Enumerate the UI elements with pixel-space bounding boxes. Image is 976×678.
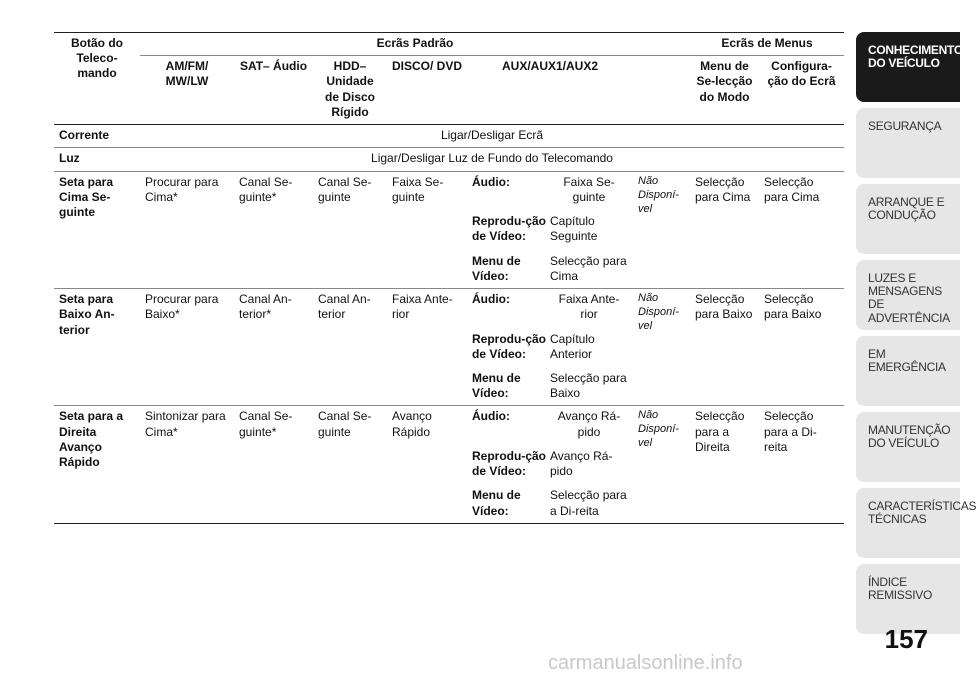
chapter-tabs — [856, 32, 976, 640]
cell-aux — [467, 406, 633, 523]
cell-config: Selecção para Cima — [759, 171, 844, 288]
tab-em-emergencia[interactable]: EM EMERGÊNCIA — [856, 336, 960, 406]
row-label: Corrente — [54, 125, 140, 148]
row-value: Ligar/Desligar Luz de Fundo do Telecomando — [140, 148, 844, 171]
cell-disc: Avanço Rápido — [387, 406, 467, 523]
group-header-standard: Ecrãs Padrão — [140, 33, 690, 56]
tab-indice-remissivo[interactable]: ÍNDICE REMISSIVO — [856, 564, 960, 634]
aux-video — [472, 449, 628, 479]
cell-hdd: Canal Se-guinte — [313, 171, 387, 288]
cell-menu: Selecção para Cima — [690, 171, 759, 288]
sub-key: Menu de Vídeo: — [472, 488, 521, 518]
group-header-menus: Ecrãs de Menus — [690, 33, 844, 56]
cell-config: Selecção para Baixo — [759, 289, 844, 406]
cell-am: Procurar para Baixo* — [140, 289, 234, 406]
tab-caracteristicas-tecnicas[interactable]: CARACTERÍSTICAS TÉCNICAS — [856, 488, 960, 558]
sub-value: Selecção para Baixo — [550, 370, 627, 401]
sub-value: Avanço Rá-pido — [550, 448, 613, 479]
cell-hdd: Canal An-terior — [313, 289, 387, 406]
table-row — [54, 406, 844, 523]
aux-video — [472, 332, 628, 362]
col-header-am: AM/FM/ MW/LW — [165, 59, 209, 89]
watermark: carmanualsonline.info — [548, 652, 743, 674]
cell-disc: Faixa Ante-rior — [387, 289, 467, 406]
cell-hdd: Canal Se-guinte — [313, 406, 387, 523]
sub-key: Áudio: — [472, 174, 510, 189]
remote-controls-table — [54, 32, 844, 524]
cell-not-available: Não Disponí-vel — [633, 406, 690, 523]
col-header-menu: Menu de Se-lecção do Modo — [696, 59, 753, 104]
sub-value: Faixa Se-guinte — [563, 174, 615, 204]
cell-am: Procurar para Cima* — [140, 171, 234, 288]
sub-key: Menu de Vídeo: — [472, 253, 521, 283]
col-header-config: Configura-ção do Ecrã — [767, 59, 836, 89]
controls-table-area — [54, 32, 844, 524]
col-header-aux: AUX/AUX1/AUX2 — [501, 59, 599, 74]
aux-menu — [472, 488, 628, 518]
page-number: 157 — [884, 624, 928, 654]
tab-luzes-e-mensagens[interactable]: LUZES E MENSAGENS DE ADVERTÊNCIA — [856, 260, 960, 330]
sub-key: Áudio: — [472, 409, 510, 424]
tab-manutencao-do-veiculo[interactable]: MANUTENÇÃO DO VEÍCULO — [856, 412, 960, 482]
aux-audio — [472, 175, 628, 205]
sub-value: Faixa Ante-rior — [558, 292, 620, 322]
sub-key: Reprodu-ção de Vídeo: — [472, 448, 547, 479]
table-row — [54, 148, 844, 171]
aux-menu — [472, 371, 628, 401]
cell-disc: Faixa Se-guinte — [387, 171, 467, 288]
cell-am: Sintonizar para Cima* — [140, 406, 234, 523]
aux-audio — [472, 292, 628, 322]
col-header-blank — [633, 56, 690, 125]
sub-key: Áudio: — [472, 292, 510, 307]
sub-value: Selecção para Cima — [550, 253, 627, 283]
sub-key: Reprodu-ção de Vídeo: — [472, 331, 547, 361]
sub-value: Capítulo Anterior — [550, 331, 595, 361]
table-row — [54, 171, 844, 288]
cell-not-available: Não Disponí-vel — [633, 171, 690, 288]
row-label: Seta para a Direita Avanço Rápido — [54, 406, 140, 523]
cell-aux — [467, 289, 633, 406]
cell-menu: Selecção para Baixo — [690, 289, 759, 406]
aux-audio — [472, 409, 628, 439]
cell-not-available: Não Disponí-vel — [633, 289, 690, 406]
sub-key: Reprodu-ção de Vídeo: — [472, 214, 547, 244]
tab-conhecimento-do-veiculo[interactable]: CONHECIMENTO DO VEÍCULO — [856, 32, 960, 102]
sub-value: Selecção para a Di-reita — [550, 488, 627, 518]
col-header-sat: SAT– Áudio — [239, 59, 308, 74]
cell-aux — [467, 171, 633, 288]
tab-seguranca[interactable]: SEGURANÇA — [856, 108, 960, 178]
table-row — [54, 125, 844, 148]
cell-sat: Canal Se-guinte* — [234, 171, 313, 288]
row-label: Seta para Baixo An-terior — [54, 289, 140, 406]
cell-sat: Canal Se-guinte* — [234, 406, 313, 523]
sub-value: Capítulo Seguinte — [550, 214, 598, 244]
row-label: Seta para Cima Se-guinte — [54, 171, 140, 288]
cell-config: Selecção para a Di-reita — [759, 406, 844, 523]
sub-value: Avanço Rá-pido — [557, 409, 621, 439]
aux-menu — [472, 254, 628, 284]
table-row — [54, 289, 844, 406]
sub-key: Menu de Vídeo: — [472, 370, 521, 401]
cell-sat: Canal An-terior* — [234, 289, 313, 406]
aux-video — [472, 214, 628, 244]
col-header-disc: DISCO/ DVD — [392, 59, 463, 74]
row-label: Luz — [54, 148, 140, 171]
col-header-hdd: HDD– Unidade de Disco Rígido — [324, 59, 375, 119]
tab-arranque-e-conducao[interactable]: ARRANQUE E CONDUÇÃO — [856, 184, 960, 254]
corner-header: Botão do Teleco-mando — [54, 33, 140, 125]
cell-menu: Selecção para a Direita — [690, 406, 759, 523]
row-value: Ligar/Desligar Ecrã — [140, 125, 844, 148]
